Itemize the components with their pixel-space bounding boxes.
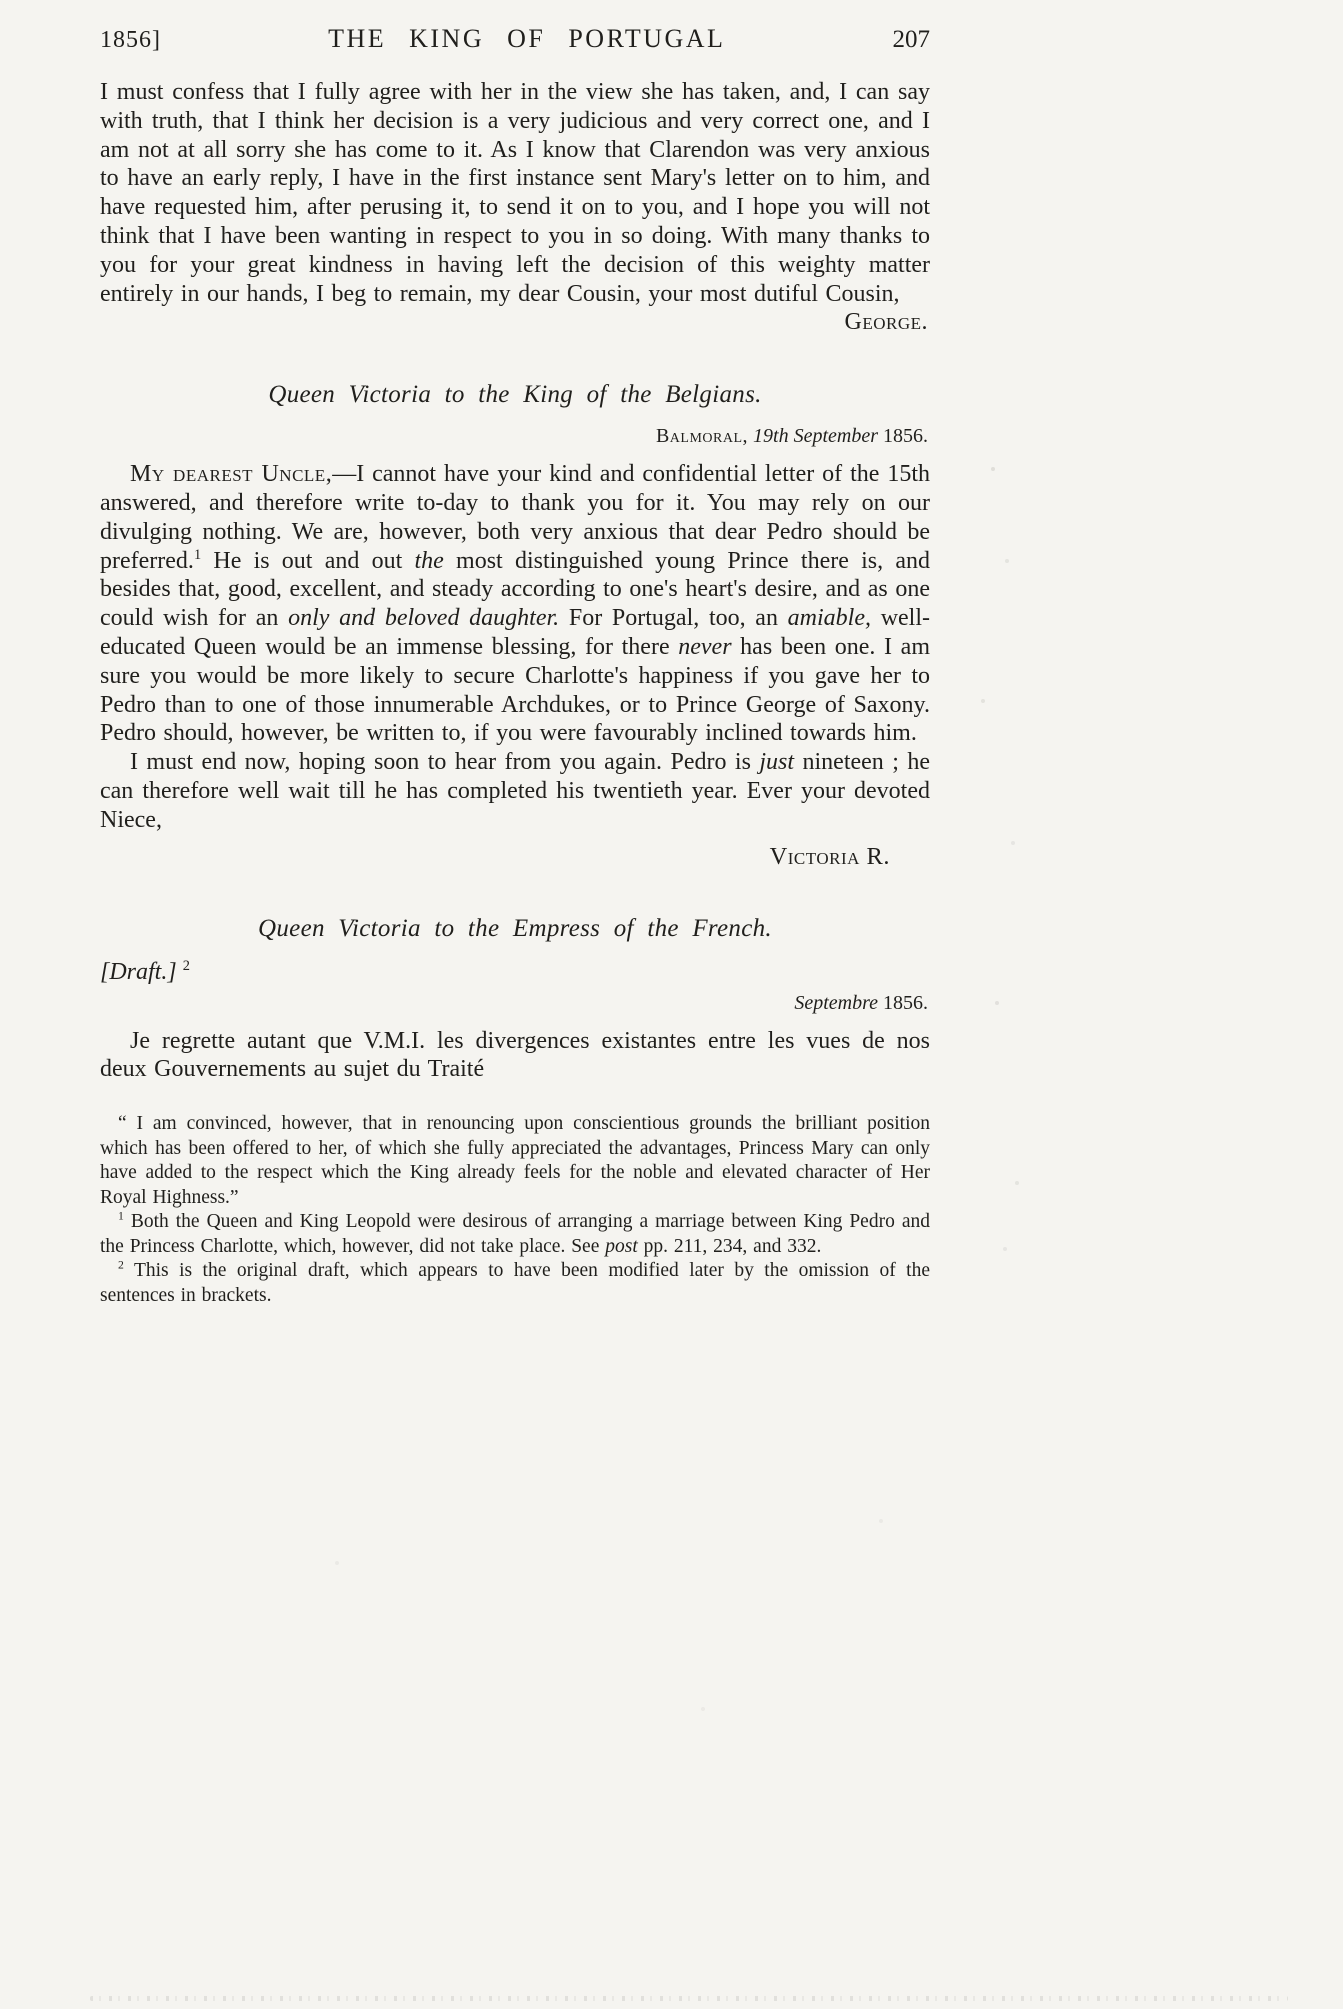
header-page-number: 207: [892, 26, 930, 53]
letter-paragraph: I must end now, hoping soon to hear from you again. Pedro is just nineteen ; he can therefore well wait till he has completed his twentieth year. Ever your devoted Niece,: [100, 749, 930, 833]
letter-dateline: Balmoral, 19th September 1856.: [655, 425, 928, 448]
header-year: 1856]: [100, 27, 161, 53]
letter-heading: Queen Victoria to the Empress of the French.: [258, 914, 772, 942]
letter-from-george: [100, 78, 930, 337]
footnote-2: $^2$ This is the original draft, which appears to have been modified later by the omission of the sentences in brackets.: [100, 1258, 930, 1306]
running-head: [100, 24, 930, 54]
header-title: THE KING OF PORTUGAL: [328, 24, 726, 53]
letter-dateline: Septembre 1856.: [794, 991, 928, 1014]
letter-heading: Queen Victoria to the King of the Belgians.: [268, 381, 762, 409]
letter-paragraph: My dearest Uncle,—I cannot have your kind and confidential letter of the 15th answered, and therefore write to-day to thank you for it. You may rely on our divulging nothing. We are, however, both very anxious that dear Pedro should be preferred.$^1$ He is out and out the most distinguished young Prince there is, and besides that, good, excellent, and steady according to one's heart's desire, and as one could wish for an only and beloved daughter. For Portugal, too, an amiable, well-educated Queen would be an immense blessing, for there never has been one. I am sure you would be more likely to secure Charlotte's happiness if you gave her to Pedro than to one of those innumerable Archdukes, or to Prince George of Saxony. Pedro should, however, be written to, if you were favourably inclined towards him.: [100, 461, 931, 747]
footnotes: [100, 1112, 930, 1308]
footnote-1: $^1$ Both the Queen and King Leopold were desirous of arranging a marriage between King Pedro and the Princess Charlotte, which, however, did not take place. See post pp. 211, 234, and 332.: [100, 1209, 930, 1257]
draft-label: [Draft.] $^2$: [100, 957, 190, 985]
footnote-quote: “ I am convinced, however, that in renouncing upon conscientious grounds the brilliant position which has been offered to her, of which she fully appreciated the advantages, Princess Mary can only have added to the respect which the King already feels for the noble and elevated character of Her Royal Highness.”: [100, 1113, 930, 1208]
text-block: [100, 24, 930, 1308]
letter-paragraph: I must confess that I fully agree with her in the view she has taken, and, I can say with truth, that I think her decision is a very judicious and very correct one, and I am not at all sorry she has come to it. As I know that Clarendon was very anxious to have an early reply, I have in the first instance sent Mary's letter on to him, and have requested him, after perusing it, to send it on to you, and I hope you will not think that I have been wanting in respect to you in so doing. With many thanks to you for your great kindness in having left the decision of this weighty matter entirely in our hands, I beg to remain, my dear Cousin, your most dutiful Cousin, George.: [100, 79, 930, 336]
letter-to-king-of-belgians: [100, 381, 930, 870]
letter-signature: Victoria R.: [769, 842, 890, 870]
scan-speckles: [0, 0, 2, 2]
scan-edge-artifact: [90, 1996, 1288, 2001]
letter-paragraph: Je regrette autant que V.M.I. les divergences existantes entre les vues de nos deux Gouvernements au sujet du Traité: [100, 1027, 930, 1083]
letter-to-empress-of-french: [100, 915, 930, 1085]
